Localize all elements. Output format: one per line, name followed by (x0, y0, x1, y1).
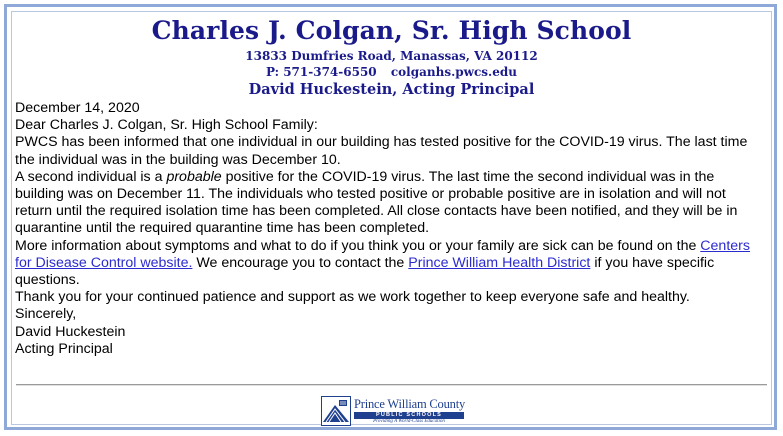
pwcs-logo (321, 395, 467, 427)
letter-salutation: Dear Charles J. Colgan, Sr. High School Family: (15, 117, 318, 134)
letter-closing: Sincerely, (15, 306, 77, 323)
cdc-website-link[interactable]: Centers for Disease Control website. (15, 237, 750, 271)
letter-paragraph-2 (15, 169, 765, 238)
school-address: 13833 Dumfries Road, Manassas, VA 20112 (245, 49, 538, 63)
school-website: colganhs.pwcs.edu (390, 65, 517, 79)
email-frame (4, 4, 777, 430)
paragraph-2-text-a: A second individual is a (15, 168, 167, 185)
letter-paragraph-1: PWCS has been informed that one individual in our building has tested positive for the COVID-19 virus. The last time the individual was in the building was December 10. (15, 134, 748, 168)
logo-tagline: Providing A World-Class Education (373, 418, 445, 424)
paragraph-2-emphasis: probable (166, 168, 222, 185)
signer-name: David Huckestein (15, 323, 126, 340)
school-name: Charles J. Colgan, Sr. High School (151, 16, 632, 45)
letter-date: December 14, 2020 (15, 100, 140, 116)
letterhead (12, 16, 771, 99)
email-body (11, 11, 772, 425)
letter-paragraph-4: Thank you for your continued patience and support as we work together to keep everyone safe and healthy. (15, 289, 690, 306)
health-district-link[interactable]: Prince William Health District (408, 254, 591, 271)
pwcs-emblem-icon (321, 396, 351, 426)
paragraph-3-text-c: if you have specific questions. (15, 254, 715, 289)
letter-content (12, 100, 771, 358)
school-phone: P: 571-374-6550 (266, 65, 377, 79)
principal-line: David Huckestein, Acting Principal (248, 81, 535, 98)
school-contact (12, 64, 771, 80)
logo-text (354, 398, 464, 425)
logo-wordmark: Prince William County (354, 396, 466, 411)
paragraph-3-text-b: We encourage you to contact the (192, 254, 409, 271)
footer-divider (16, 384, 767, 386)
logo-subtitle: PUBLIC SCHOOLS (354, 412, 464, 419)
paragraph-3-text-a: More information about symptoms and what to do if you think you or your family are sick can be found on the (15, 237, 701, 254)
paragraph-2-text-b: positive for the COVID-19 virus. The last time the second individual was in the building was on December 11. The individuals who tested positive or probable positive are in isolation and will not return until the required isolation time has been completed. All close contacts have been notified, and they will be in quarantine until the required quarantine time has been completed. (15, 168, 738, 237)
letter-paragraph-3 (15, 238, 765, 290)
signer-title: Acting Principal (15, 340, 113, 357)
